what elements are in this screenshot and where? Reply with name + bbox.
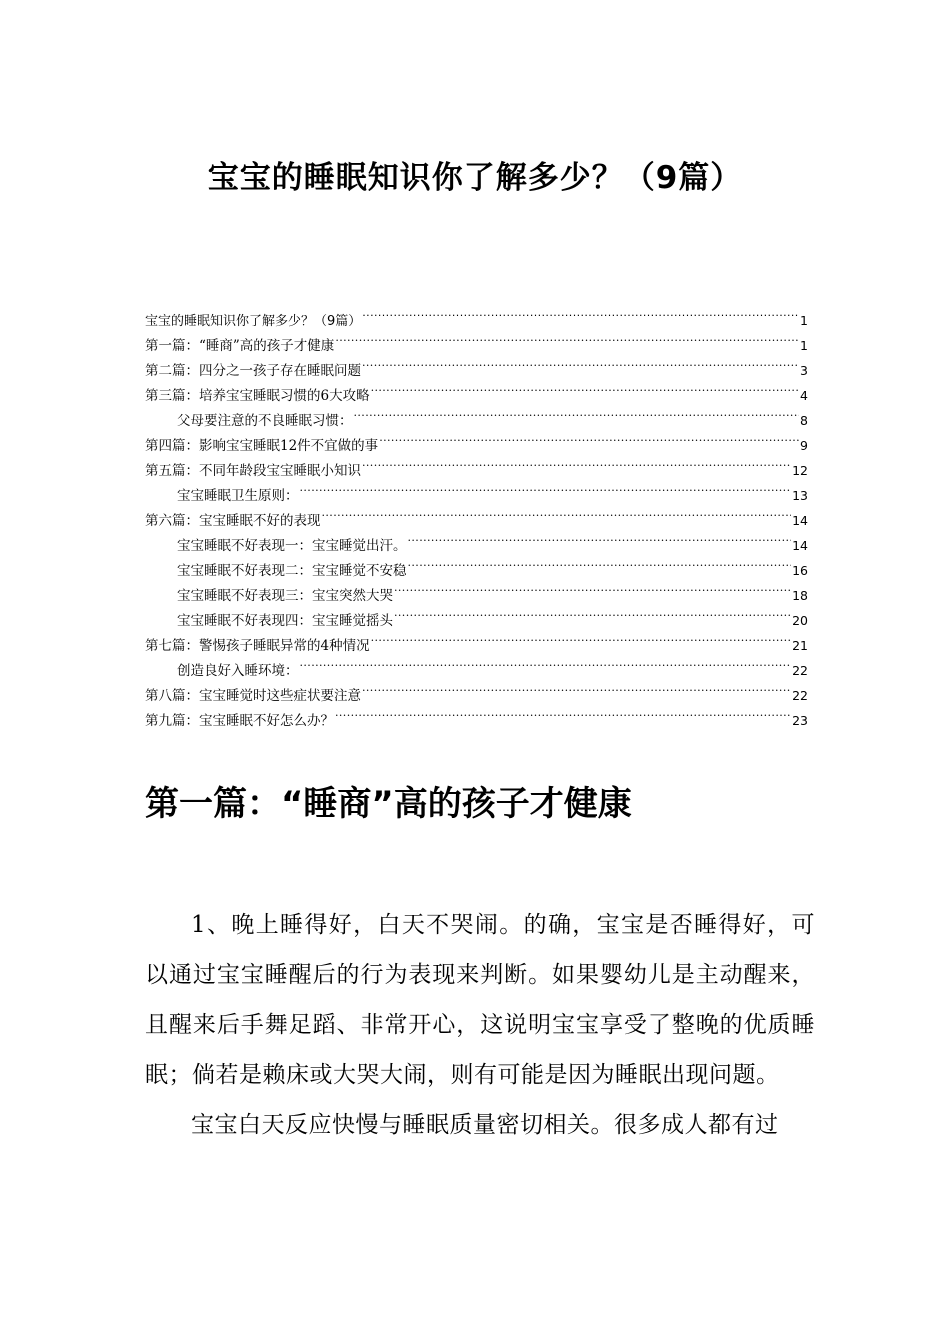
toc-entry-text: 第八篇：宝宝睡觉时这些症状要注意: [145, 688, 361, 704]
paragraph: 1、晚上睡得好，白天不哭闹。的确，宝宝是否睡得好，可以通过宝宝睡醒后的行为表现来判断。如果婴幼儿是主动醒来，且醒来后手舞足蹈、非常开心，这说明宝宝享受了整晚的优质睡眠；倘若是赖床或大哭大闹，则有可能是因为睡眠出现问题。: [145, 912, 815, 1088]
toc-leader-dots: [408, 550, 792, 575]
toc-leader-dots: [300, 650, 792, 675]
toc-page-number: 23: [792, 713, 808, 728]
body-text: [145, 900, 815, 1150]
toc-leader-dots: [371, 375, 799, 400]
toc-leader-dots: [362, 300, 799, 325]
toc-entry-text: 宝宝睡眠不好表现二：宝宝睡觉不安稳: [177, 563, 407, 579]
toc-leader-dots: [300, 475, 792, 500]
toc-entry-text: 宝宝睡眠不好表现四：宝宝睡觉摇头: [177, 613, 393, 629]
toc-page-number: 3: [800, 363, 808, 378]
toc-entry-text: 第四篇：影响宝宝睡眠12件不宜做的事: [145, 438, 379, 454]
document-title: 宝宝的睡眠知识你了解多少？（9篇）: [207, 160, 743, 196]
toc-page-number: 14: [792, 538, 808, 553]
toc-entry-text: 父母要注意的不良睡眠习惯：: [177, 413, 353, 429]
paragraph: 宝宝白天反应快慢与睡眠质量密切相关。很多成人都有过: [191, 1112, 779, 1138]
toc-entry[interactable]: [145, 300, 808, 329]
toc-page-number: 14: [792, 513, 808, 528]
toc-entry-text: 宝宝睡眠不好表现一：宝宝睡觉出汗。: [177, 538, 407, 554]
toc-page-number: 1: [800, 313, 808, 328]
toc-leader-dots: [362, 675, 791, 700]
toc-leader-dots: [362, 450, 791, 475]
toc-page-number: 12: [792, 463, 808, 478]
toc-entry-text: 第五篇：不同年龄段宝宝睡眠小知识: [145, 463, 361, 479]
table-of-contents: [145, 300, 808, 729]
toc-leader-dots: [394, 575, 791, 600]
toc-entry-text: 第九篇：宝宝睡眠不好怎么办？: [145, 713, 334, 729]
toc-leader-dots: [362, 350, 799, 375]
toc-leader-dots: [322, 500, 792, 525]
section-heading: 第一篇：“睡商”高的孩子才健康: [145, 784, 632, 824]
toc-leader-dots: [335, 700, 791, 725]
toc-page-number: 22: [792, 663, 808, 678]
toc-entry-text: 宝宝的睡眠知识你了解多少？（9篇）: [145, 314, 362, 329]
toc-page-number: 16: [792, 563, 808, 578]
toc-entry-text: 宝宝睡眠不好表现三：宝宝突然大哭: [177, 588, 393, 604]
toc-entry-text: 创造良好入睡环境：: [177, 663, 299, 679]
toc-leader-dots: [354, 400, 800, 425]
toc-page-number: 4: [800, 388, 808, 403]
toc-leader-dots: [394, 600, 791, 625]
toc-leader-dots: [335, 325, 799, 350]
toc-page-number: 1: [800, 338, 808, 353]
toc-page-number: 9: [800, 438, 808, 453]
toc-leader-dots: [408, 525, 792, 550]
toc-leader-dots: [379, 425, 799, 450]
toc-page-number: 21: [792, 638, 808, 653]
toc-page-number: 20: [792, 613, 808, 628]
toc-page-number: 18: [792, 588, 808, 603]
toc-entry-text: 第一篇：“睡商”高的孩子才健康: [145, 338, 335, 354]
toc-entry-text: 第六篇：宝宝睡眠不好的表现: [145, 513, 321, 529]
toc-leader-dots: [371, 625, 792, 650]
toc-page-number: 8: [800, 413, 808, 428]
toc-entry-text: 宝宝睡眠卫生原则：: [177, 488, 299, 504]
toc-page-number: 22: [792, 688, 808, 703]
toc-entry-text: 第二篇：四分之一孩子存在睡眠问题: [145, 363, 361, 379]
toc-page-number: 13: [792, 488, 808, 503]
toc-entry-text: 第七篇：警惕孩子睡眠异常的4种情况: [145, 638, 370, 654]
toc-entry-text: 第三篇：培养宝宝睡眠习惯的6大攻略: [145, 388, 370, 404]
